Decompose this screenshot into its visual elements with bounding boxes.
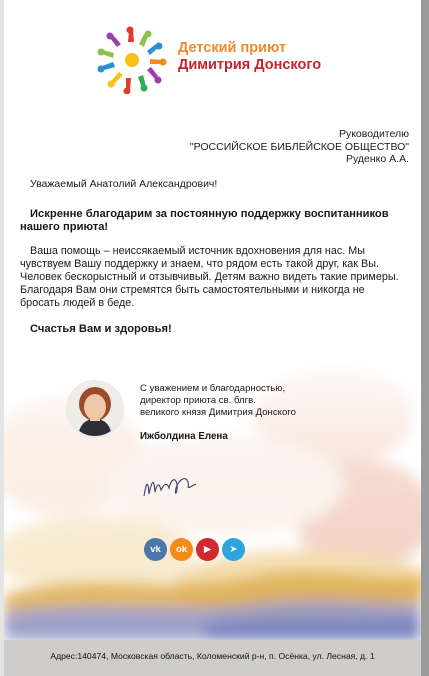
wish-paragraph: Счастья Вам и здоровья! — [30, 323, 172, 335]
addressee-name: Руденко А.А. — [346, 153, 409, 165]
vk-icon[interactable]: vk — [144, 538, 167, 561]
body-paragraph: Ваша помощь – неиссякаемый источник вдохновения для нас. Мы чувствуем Вашу поддержку и знаем, что рядом есть такой друг, как Вы. Человек бескорыстный и отзывчивый. Детям важно видеть такие примеры. Благодаря Вам они стремятся быть самостоятельными и никогда не бросать людей в беде. — [20, 245, 399, 309]
org-name — [178, 40, 321, 74]
director-name: Ижболдина Елена — [140, 431, 228, 442]
telegram-icon[interactable]: ➤ — [222, 538, 245, 561]
director-position: директор приюта св. блгв. — [140, 395, 256, 406]
org-name-line1: Детский приют — [178, 40, 287, 56]
closing-line: С уважением и благодарностью, — [140, 383, 286, 394]
addressee-title: Руководителю — [338, 128, 409, 140]
odnoklassniki-icon[interactable]: ok — [170, 538, 193, 561]
handwritten-signature — [140, 470, 198, 504]
addressee-organization: "РОССИЙСКОЕ БИБЛЕЙСКОЕ ОБЩЕСТВО" — [189, 140, 409, 153]
org-name-line2: Димитрия Донского — [178, 57, 322, 73]
person-portrait-icon — [68, 382, 122, 436]
director-position-line2: великого князя Димитрия Донского — [140, 407, 296, 418]
director-avatar — [66, 380, 124, 438]
youtube-icon[interactable]: ▶ — [196, 538, 219, 561]
greeting: Уважаемый Анатолий Александрович! — [30, 178, 218, 190]
page-frame-right — [421, 0, 429, 676]
footer-address: Адрес:140474, Московская область, Коломенский р-н, п. Осёнка, ул. Лесная, д. 1 — [4, 640, 421, 676]
thanks-paragraph: Искренне благодарим за постоянную поддержку воспитанников нашего приюта! — [20, 208, 389, 233]
addressee-block — [190, 128, 409, 166]
signature-text — [140, 383, 296, 419]
hands-sun-logo — [96, 24, 168, 94]
